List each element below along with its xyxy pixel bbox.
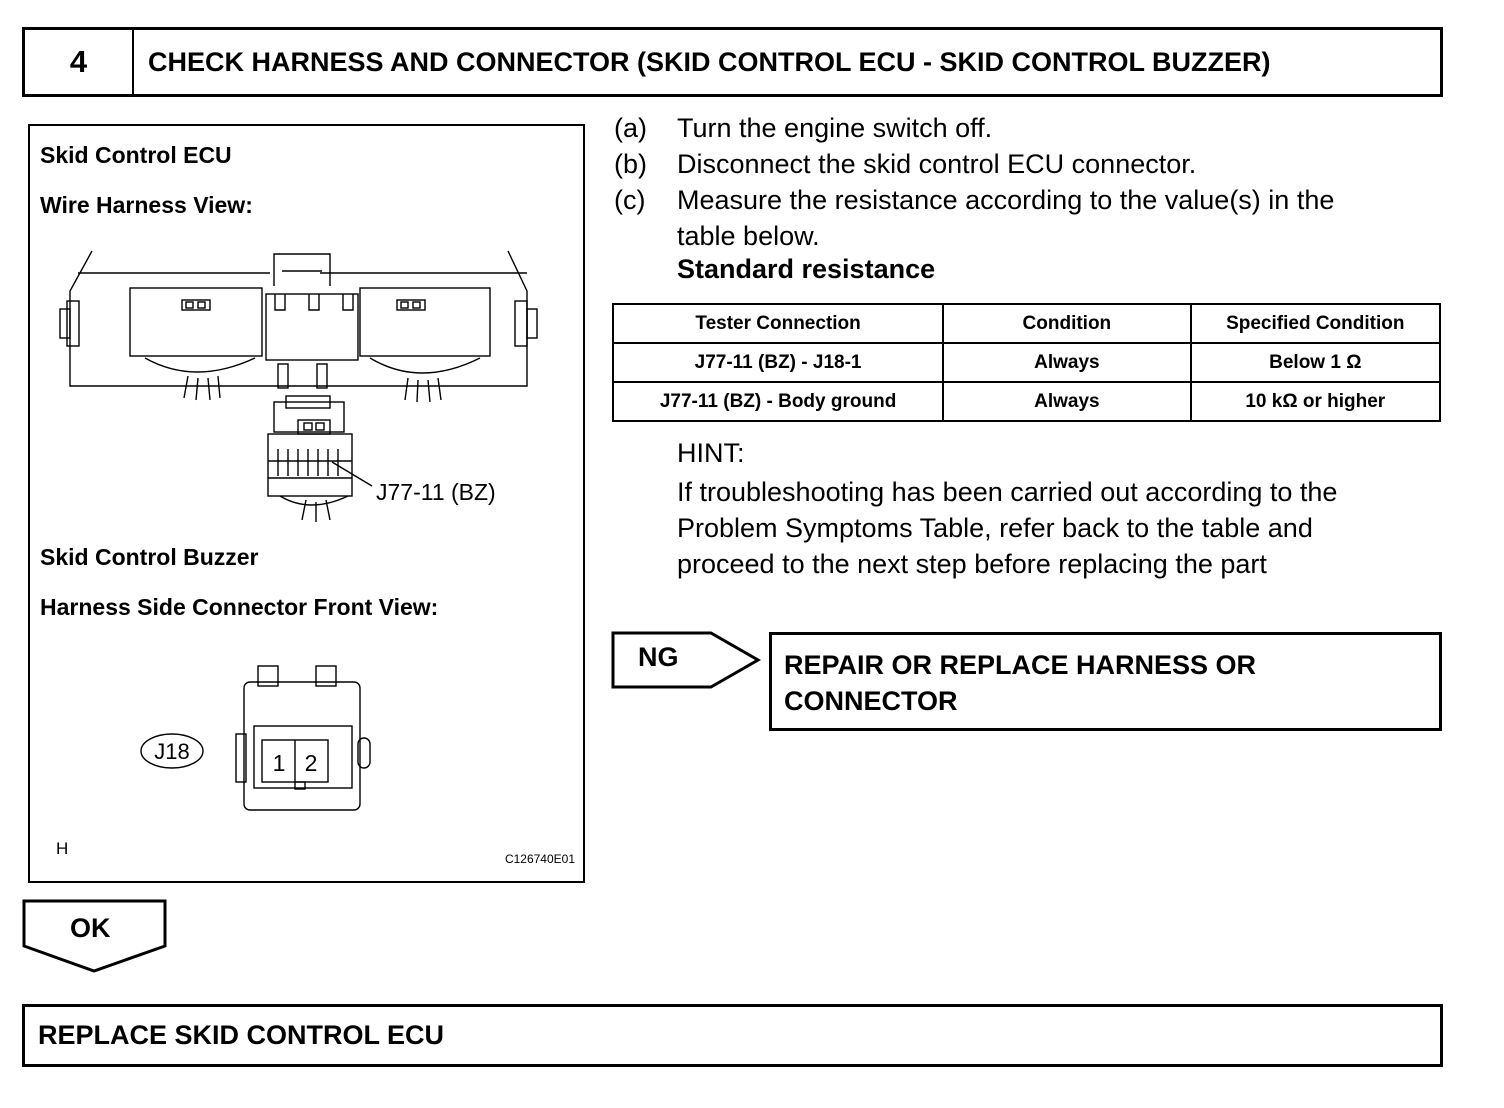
pin-1-label: 1 [272, 750, 286, 776]
hint-title: HINT: [677, 438, 745, 468]
table-cell: J77-11 (BZ) - J18-1 [613, 343, 943, 382]
hint-line: If troubleshooting has been carried out according to the [677, 477, 1338, 507]
step-text: Disconnect the skid control ECU connector. [677, 149, 1197, 179]
step-header [22, 27, 1443, 97]
j18-connector-drawing [141, 666, 370, 810]
step-text: Turn the engine switch off. [677, 113, 993, 143]
step-title: CHECK HARNESS AND CONNECTOR (SKID CONTROL ECU - SKID CONTROL BUZZER) [148, 46, 1271, 77]
final-action-box: REPLACE SKID CONTROL ECU [22, 1004, 1443, 1067]
step-letter: (b) [614, 149, 647, 179]
ng-action-line: REPAIR OR REPLACE HARNESS OR [784, 650, 1257, 680]
buzzer-view-label: Harness Side Connector Front View: [40, 594, 439, 620]
table-header-cell: Tester Connection [613, 304, 943, 343]
ecu-view-label: Wire Harness View: [40, 192, 253, 218]
table-header-row [613, 304, 1440, 343]
table-cell: 10 kΩ or higher [1191, 382, 1440, 421]
spec-table [612, 303, 1441, 422]
table-row [613, 382, 1440, 421]
j77-connector-drawing [268, 396, 372, 522]
step-text: table below. [677, 221, 820, 251]
ecu-connector-drawing [60, 251, 537, 402]
step-letter: (a) [614, 113, 647, 143]
ng-action-line: CONNECTOR [784, 686, 958, 716]
hint-body [677, 474, 1437, 582]
ng-action-box [769, 632, 1442, 731]
table-cell: Below 1 Ω [1191, 343, 1440, 382]
step-text: Measure the resistance according to the value(s) in the [677, 185, 1335, 215]
connector-figure [28, 124, 585, 883]
table-header-cell: Specified Condition [1191, 304, 1440, 343]
figure-code: C126740E01 [504, 852, 575, 866]
j18-connector-id: J18 [154, 739, 190, 764]
step-letter: (c) [614, 185, 646, 215]
step-number: 4 [25, 30, 134, 94]
j77-pin-callout: J77-11 (BZ) [376, 479, 496, 505]
ng-label: NG [638, 642, 679, 672]
ecu-label: Skid Control ECU [40, 142, 232, 168]
pin-2-label: 2 [304, 750, 318, 776]
hint-line: Problem Symptoms Table, refer back to the table and [677, 513, 1313, 543]
ok-label: OK [70, 913, 111, 943]
table-cell: Always [943, 382, 1190, 421]
standard-resistance-label: Standard resistance [677, 254, 936, 284]
table-cell: J77-11 (BZ) - Body ground [613, 382, 943, 421]
ng-arrow [611, 630, 763, 692]
connector-drawing [30, 126, 583, 881]
hint-line: proceed to the next step before replacing the part [677, 549, 1267, 579]
table-cell: Always [943, 343, 1190, 382]
buzzer-label: Skid Control Buzzer [40, 544, 259, 570]
table-row [613, 343, 1440, 382]
table-header-cell: Condition [943, 304, 1190, 343]
figure-corner-mark: H [56, 839, 69, 858]
